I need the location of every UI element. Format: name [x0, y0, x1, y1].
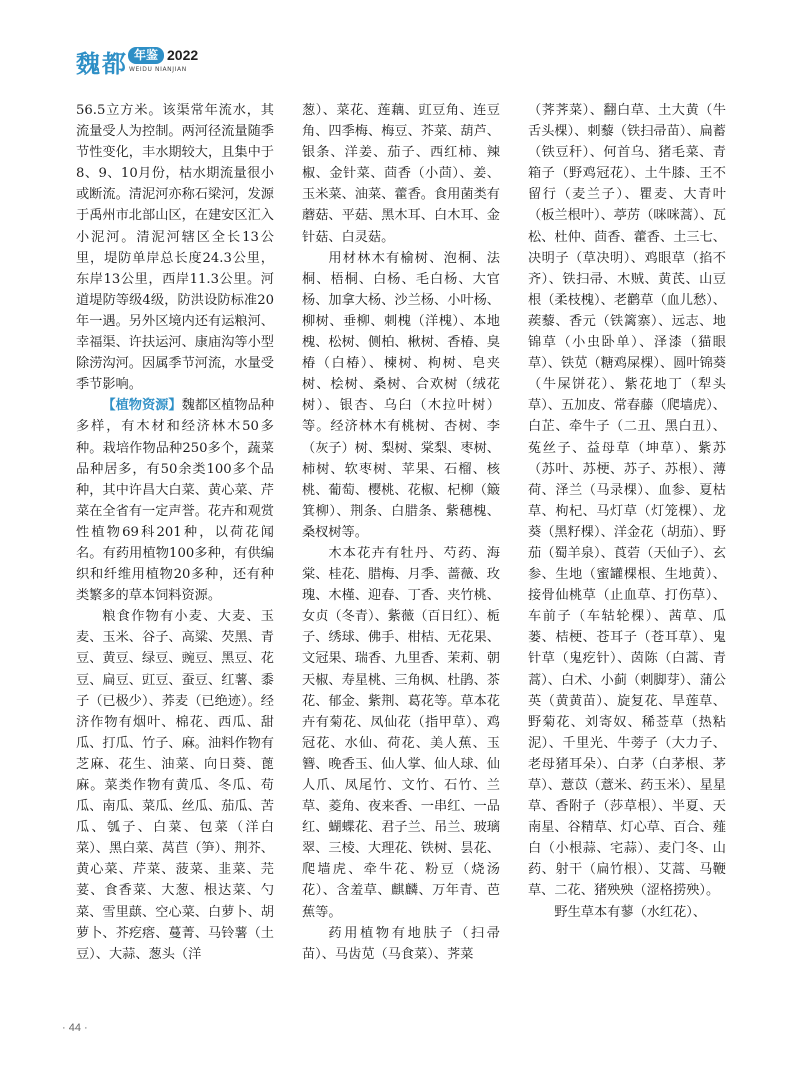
paragraph-medicinal: 药用植物有地肤子（扫帚苗）、马齿苋（马食菜）、荠菜 [302, 925, 500, 962]
paragraph-vegetables-cont: 葱）、菜花、莲藕、豇豆角、连豆角、四季梅、梅豆、芥菜、葫芦、银条、洋姜、茄子、西红柿、辣椒、金针菜、茴香（小茴）、姜、玉米菜、油菜、藿香。食用菌类有蘑菇、平菇、黑木耳、白木耳、金针菇、白灵菇。 [302, 103, 500, 245]
column-left [76, 100, 274, 965]
paragraph-medicinal-cont: （荠荠菜）、翻白草、土大黄（牛舌头棵）、刺藜（铁扫帚苗）、扁蓄（铁豆秆）、何首乌、猪毛菜、青箱子（野鸡冠花）、土牛膝、王不留行（麦兰子）、瞿麦、大青叶（板兰根叶）、葶苈（咪咪蒿）、瓦松、杜仲、茴香、藿香、土三七、决明子（草决明）、鸡眼草（掐不齐）、铁扫帚、木贼、黄芪、山豆根（柔枝槐）、老鹳草（血儿愁）、蒺藜、香元（铁篱寨）、远志、地锦草（小虫卧单）、泽漆（猫眼草）、铁苋（糖鸡屎棵）、圆叶锦葵（牛屎饼花）、紫花地丁（犁头草）、五加皮、常春藤（爬墙虎）、白芷、牵牛子（二丑、黑白丑）、菟丝子、益母草（坤草）、紫苏（苏叶、苏梗、苏子、苏根）、薄荷、泽兰（马录棵）、血参、夏枯草、枸杞、马灯草（灯笼棵）、龙葵（黑籽棵）、洋金花（胡茄）、野茄（蜀羊泉）、莨菪（天仙子）、玄参、生地（蜜罐棵根、生地黄）、接骨仙桃草（止血草、打伤草）、车前子（车轱轮棵）、茜草、瓜蒌、桔梗、苍耳子（苍耳草）、鬼针草（鬼疙针）、茵陈（白蒿、青蒿）、白术、小蓟（刺脚芽）、蒲公英（黄黄苗）、旋复花、旱莲草、野菊花、刘寄奴、稀莶草（热粘泥）、千里光、牛蒡子（大力子、老母猪耳朵）、白茅（白茅根、茅草）、薏苡（薏米、药玉米）、星星草、香附子（莎草根）、半夏、天南星、谷精草、灯心草、百合、薤白（小根蒜、宅蒜）、麦门冬、山药、射干（扁竹根）、艾蒿、马鞭草、二花、猪殃殃（涩格捞殃）。 [528, 103, 726, 899]
paragraph-plant-intro [76, 395, 274, 606]
header-badge: 年鉴 [128, 47, 164, 64]
paragraph-timber: 用材林木有榆树、泡桐、法桐、梧桐、白杨、毛白杨、大官杨、加拿大杨、沙兰杨、小叶杨、柳树、垂柳、刺槐（洋槐）、本地槐、松树、侧柏、楸树、香椿、臭椿（白椿）、楝树、枸树、皂夹树、桧树、桑树、合欢树（绒花树）、银杏、乌臼（木拉叶树）等。经济林木有桃树、杏树、李（灰子）树、梨树、棠梨、枣树、柿树、软枣树、苹果、石榴、核桃、葡萄、樱桃、花椒、杞柳（簸箕柳）、荆条、白腊条、紫穗槐、桑杈树等。 [302, 250, 500, 540]
paragraph-wild-herbs: 野生草本有蓼（水红花）、 [554, 904, 707, 920]
plant-intro-text: 魏都区植物品种多样，有木材和经济林木50多种。栽培作物品种250多个，蔬菜品种居多，有50余类100多个品种，其中许昌大白菜、黄心菜、芹菜在全省有一定声誉。花卉和观赏性植物69科201种，以荷花闻名。有药用植物100多种，有供编织和纤维用植物20多种，还有种类繁多的草本饲料资源。 [76, 398, 275, 604]
column-middle [302, 100, 500, 965]
paragraph-flowers: 木本花卉有牡丹、芍药、海棠、桂花、腊梅、月季、蔷薇、玫瑰、木槿、迎春、丁香、夹竹桃、女贞（冬青）、紫薇（百日红）、栀子、绣球、佛手、柑桔、无花果、文冠果、瑞香、九里香、茉莉、朝天椒、寿星桃、三角枫、杜鹃、茶花、郁金、紫荆、葛花等。草本花卉有菊花、凤仙花（指甲草）、鸡冠花、水仙、荷花、美人蕉、玉簪、晚香玉、仙人掌、仙人球、仙人爪、凤尾竹、文竹、石竹、兰草、菱角、夜来香、一串红、一品红、蝴蝶花、君子兰、吊兰、玻璃翠、三棱、大理花、铁树、昙花、爬墙虎、牵牛花、粉豆（烧汤花）、含羞草、麒麟、万年青、芭蕉等。 [302, 545, 500, 920]
paragraph-crops: 粮食作物有小麦、大麦、玉麦、玉米、谷子、高粱、芡黑、青豆、黄豆、绿豆、豌豆、黑豆、花豆、扁豆、豇豆、蚕豆、红薯、黍子（已极少）、荞麦（已绝迹）。经济作物有烟叶、棉花、西瓜、甜瓜、打瓜、竹子、麻。油料作物有芝麻、花生、油菜、向日葵、蓖麻。菜类作物有黄瓜、冬瓜、苟瓜、南瓜、菜瓜、丝瓜、茄瓜、苦瓜、瓠子、白菜、包菜（洋白菜）、黑白菜、莴苣（笋）、荆芥、黄心菜、芹菜、菠菜、韭菜、芫荽、食香菜、大葱、根达菜、勺菜、雪里蕻、空心菜、白萝卜、胡萝卜、芥疙瘩、蔓菁、马铃薯（土豆）、大蒜、葱头（洋 [76, 609, 274, 962]
header-year: 2022 [167, 47, 199, 63]
section-tag: 【植物资源】 [102, 398, 182, 414]
column-right [528, 100, 726, 923]
paragraph-river: 56.5立方米。该渠常年流水，其流量受人为控制。两河径流量随季节性变化，丰水期较大，且集中于8、9、10月份，枯水期流量很小或断流。清泥河亦称石梁河，发源于禹州市北部山区，在建安区汇入小泥河。清泥河辖区全长13公里，堤防单岸总长度24.3公里，东岸13公里，西岸11.3公里。河道堤防等级4级，防洪设防标准20年一遇。另外区境内还有运粮河、幸福渠、许扶运河、康庙沟等小型除涝沟河。因属季节河流，水量受季节影响。 [76, 103, 274, 393]
header-subtitle: WEIDU NIANJIAN [129, 66, 187, 73]
header-brand: 魏都 [76, 49, 128, 78]
page-number: · 44 · [62, 1022, 88, 1034]
